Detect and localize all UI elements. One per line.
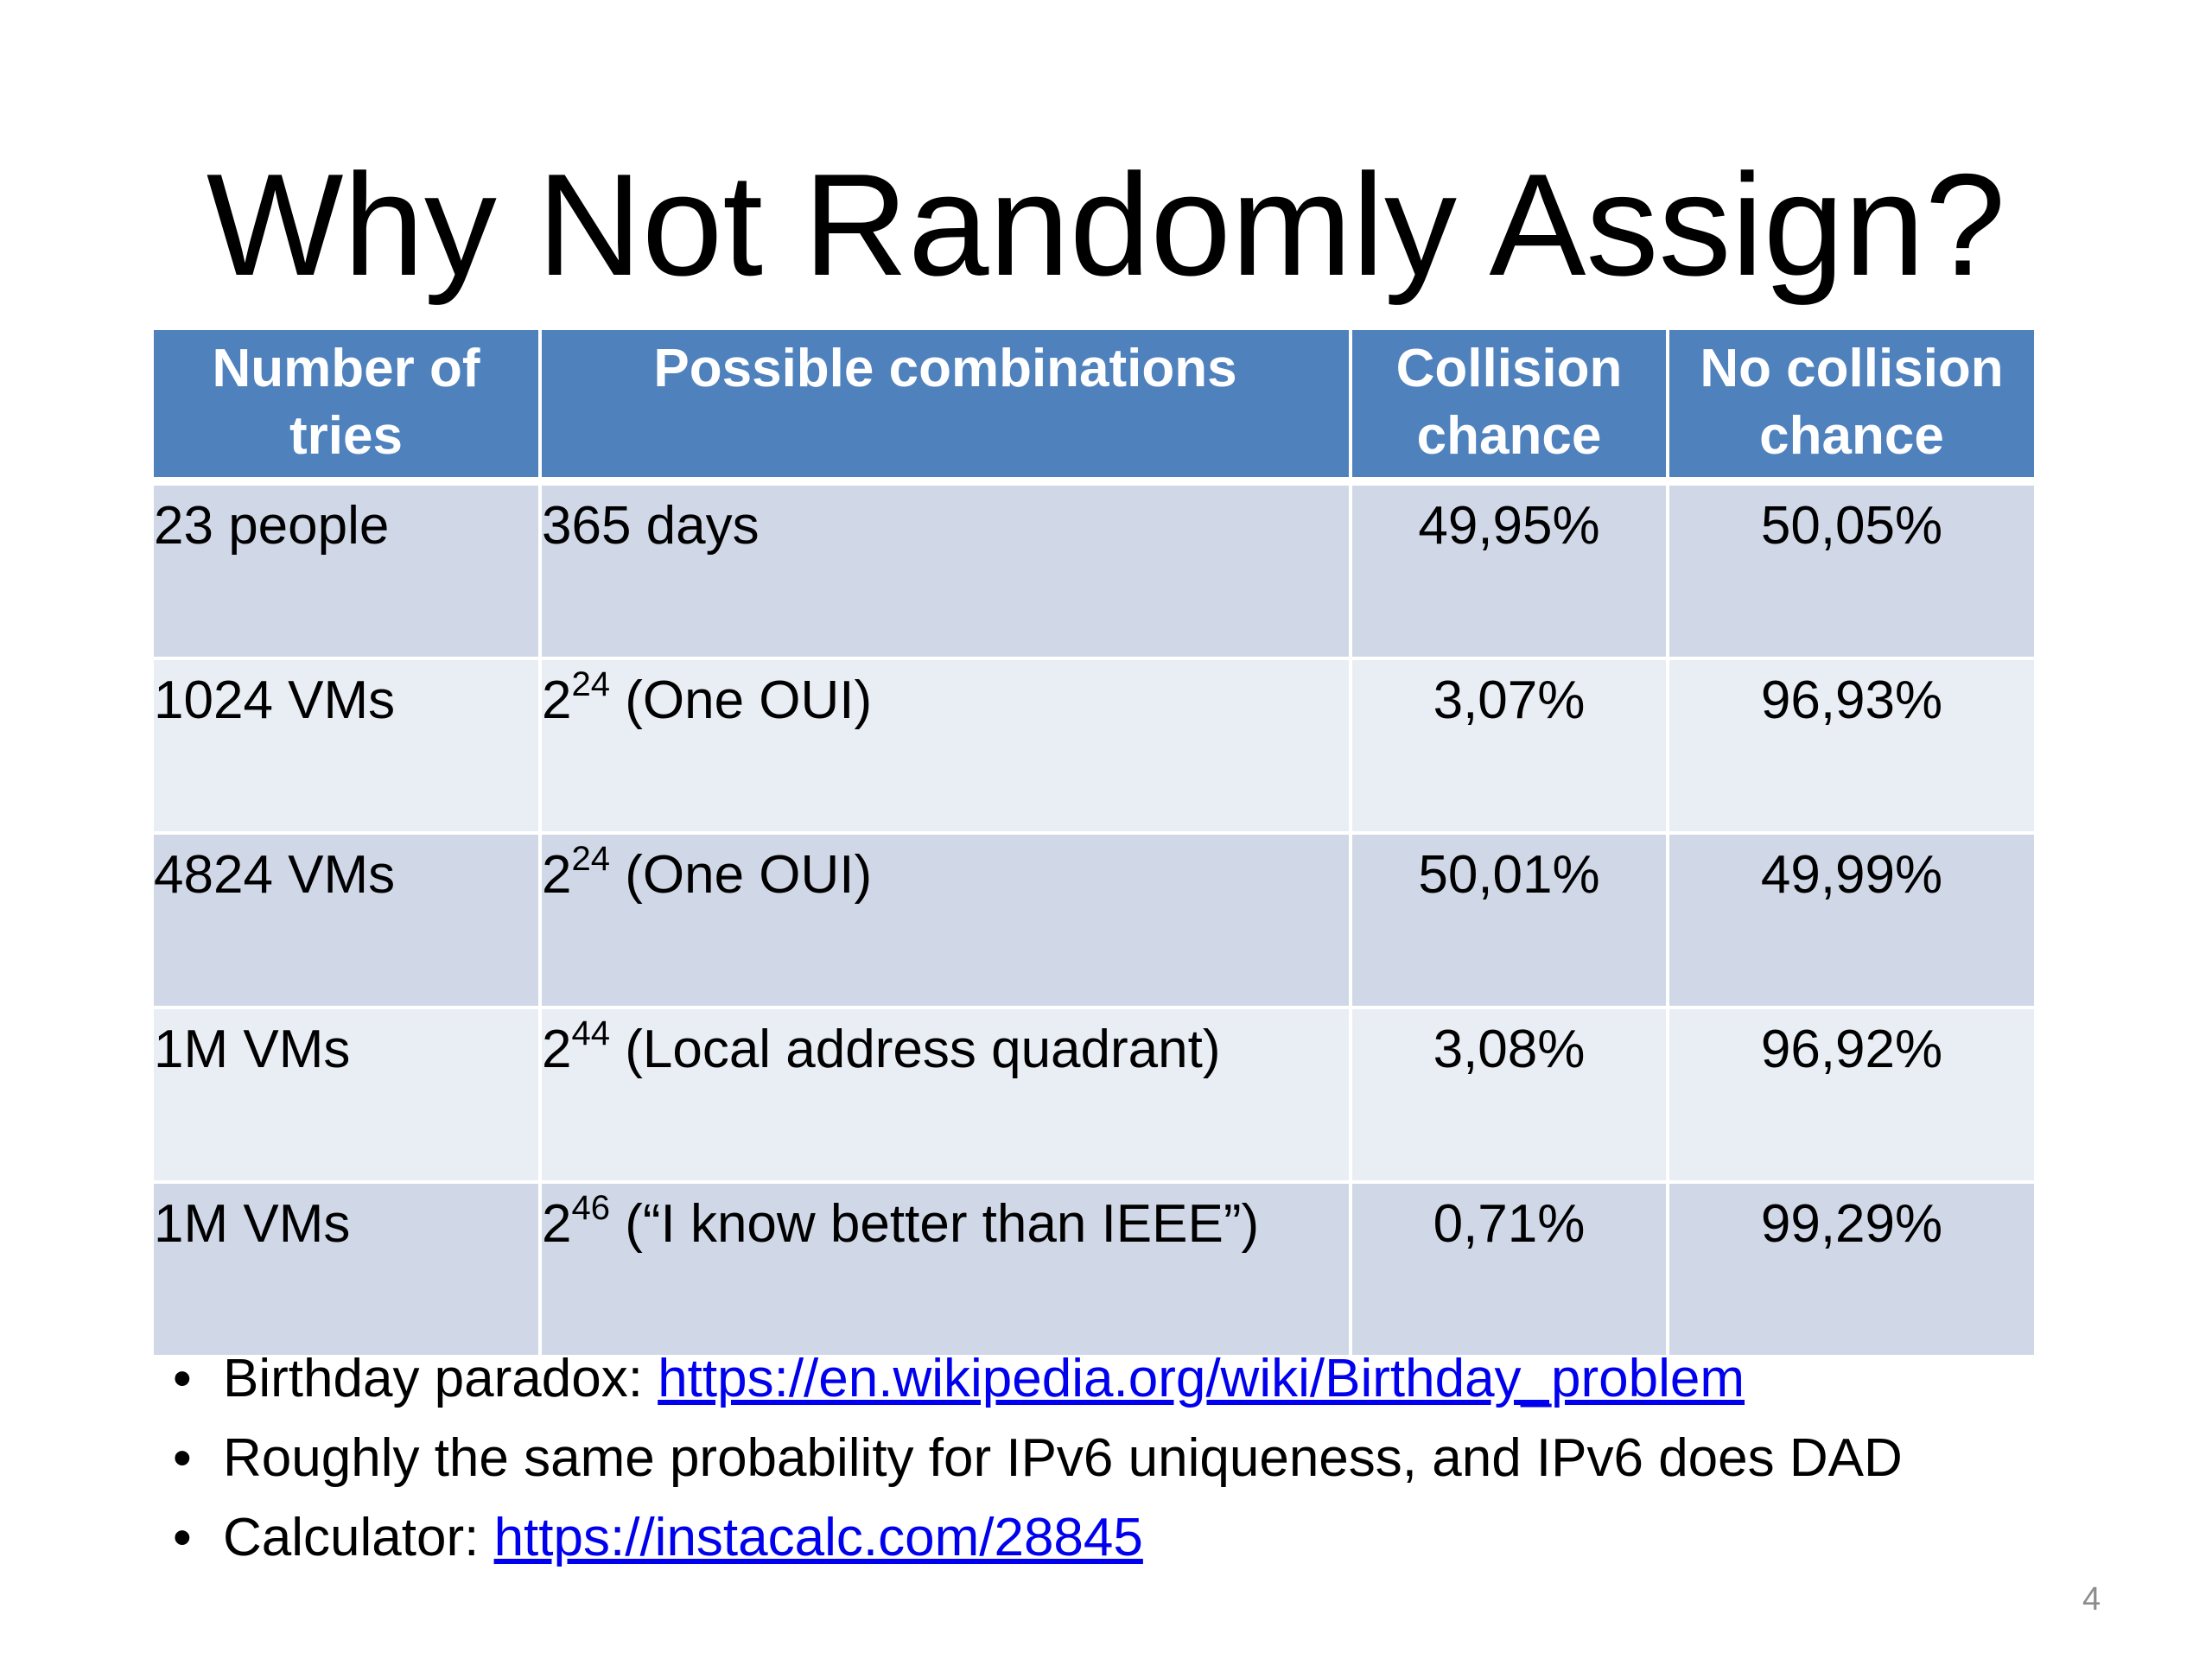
cell-no-collision: 99,29% <box>1668 1182 2034 1357</box>
table-row <box>154 1007 2034 1182</box>
combo-base: 2 <box>542 671 572 730</box>
cell-no-collision: 96,93% <box>1668 658 2034 833</box>
cell-combinations <box>540 658 1351 833</box>
cell-tries: 1M VMs <box>154 1007 540 1182</box>
cell-collision: 3,08% <box>1351 1007 1668 1182</box>
combo-exponent: 44 <box>571 1014 610 1052</box>
cell-collision: 50,01% <box>1351 833 1668 1007</box>
header-no-collision-chance: No collision chance <box>1668 330 2034 481</box>
slide-title: Why Not Randomly Assign? <box>206 143 2006 306</box>
bullet-text: Birthday paradox: <box>223 1349 658 1408</box>
cell-no-collision: 49,99% <box>1668 833 2034 1007</box>
cell-no-collision: 50,05% <box>1668 481 2034 658</box>
cell-tries: 1024 VMs <box>154 658 540 833</box>
header-possible-combinations: Possible combinations <box>540 330 1351 481</box>
header-collision-chance: Collision chance <box>1351 330 1668 481</box>
combo-base: 2 <box>542 845 572 905</box>
combo-base: 2 <box>542 1020 572 1079</box>
table-row <box>154 481 2034 658</box>
combo-exponent: 24 <box>571 840 610 878</box>
combo-text: 365 days <box>542 496 760 556</box>
link-birthday-problem[interactable]: https://en.wikipedia.org/wiki/Birthday_problem <box>658 1349 1745 1408</box>
page-number: 4 <box>2082 1581 2101 1618</box>
link-calculator[interactable]: https://instacalc.com/28845 <box>493 1508 1143 1567</box>
combo-text: (One OUI) <box>609 845 873 905</box>
table-row <box>154 1182 2034 1357</box>
bullet-text: Calculator: <box>223 1508 494 1567</box>
cell-combinations <box>540 833 1351 1007</box>
bullet-list <box>173 1339 1903 1578</box>
combo-text: (Local address quadrant) <box>609 1020 1221 1079</box>
combo-text: (“I know better than IEEE”) <box>609 1194 1260 1254</box>
cell-combinations <box>540 1182 1351 1357</box>
cell-collision: 49,95% <box>1351 481 1668 658</box>
combo-exponent: 46 <box>571 1189 610 1227</box>
bullet-text: Roughly the same probability for IPv6 uniqueness, and IPv6 does DAD <box>223 1428 1903 1488</box>
cell-no-collision: 96,92% <box>1668 1007 2034 1182</box>
cell-tries: 1M VMs <box>154 1182 540 1357</box>
bullet-ipv6-uniqueness <box>173 1419 1903 1498</box>
header-number-of-tries: Number of tries <box>154 330 540 481</box>
table-header-row <box>154 330 2034 481</box>
combo-text: (One OUI) <box>609 671 873 730</box>
cell-tries: 4824 VMs <box>154 833 540 1007</box>
cell-combinations <box>540 481 1351 658</box>
cell-collision: 3,07% <box>1351 658 1668 833</box>
table-row <box>154 658 2034 833</box>
combo-exponent: 24 <box>571 665 610 703</box>
cell-tries: 23 people <box>154 481 540 658</box>
bullet-calculator <box>173 1498 1903 1578</box>
bullet-birthday-paradox <box>173 1339 1903 1419</box>
cell-combinations <box>540 1007 1351 1182</box>
cell-collision: 0,71% <box>1351 1182 1668 1357</box>
table-row <box>154 833 2034 1007</box>
collision-table <box>154 330 2034 1358</box>
combo-base: 2 <box>542 1194 572 1254</box>
